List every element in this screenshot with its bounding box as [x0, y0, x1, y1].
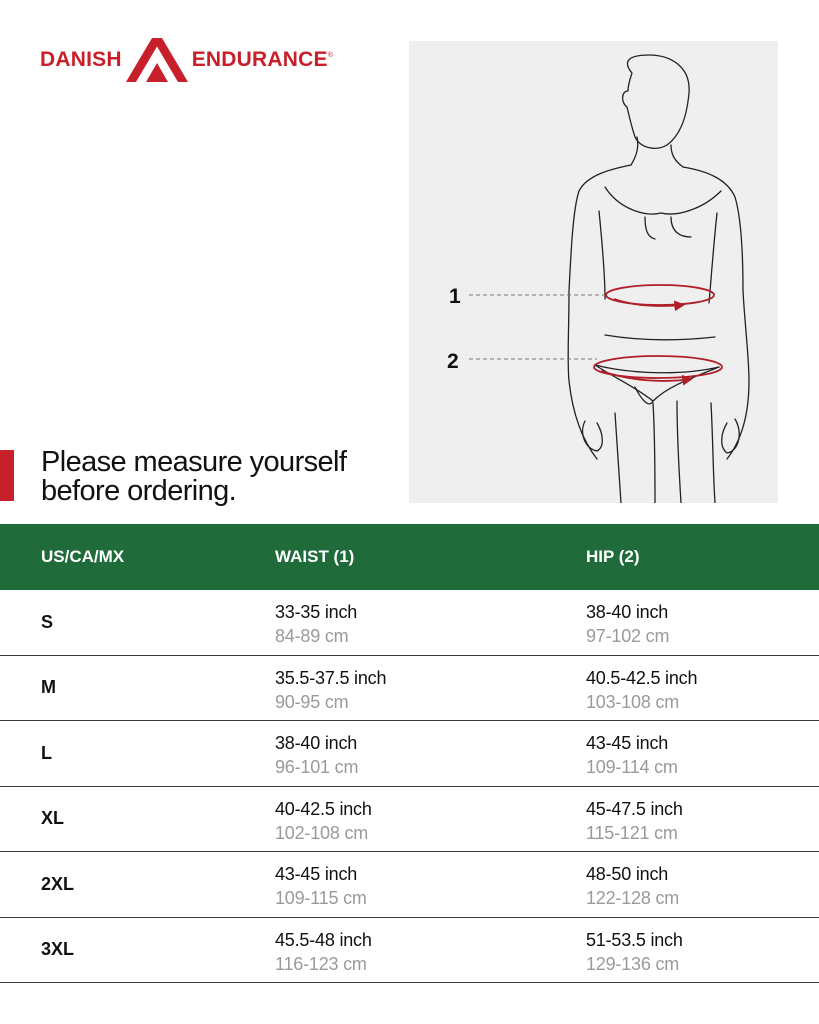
waist-cell [275, 666, 386, 714]
hip-cm: 103-108 cm [586, 691, 680, 712]
hip-inch: 48-50 inch [586, 864, 669, 884]
waist-inch: 35.5-37.5 inch [275, 667, 387, 688]
header-size-label: US/CA/MX [41, 547, 125, 566]
page-headline: Please measure yourself before ordering. [41, 446, 347, 507]
marker-1-label: 1 [449, 285, 461, 308]
waist-inch: 40-42.5 inch [275, 798, 372, 819]
size-label: 2XL [41, 873, 75, 894]
waist-inch: 33-35 inch [275, 602, 358, 622]
waist-inch: 38-40 inch [275, 733, 358, 753]
table-row [0, 918, 819, 984]
waist-cell [275, 928, 372, 976]
hip-inch: 51-53.5 inch [586, 929, 683, 950]
waist-cm: 116-123 cm [275, 953, 367, 974]
header-hip-label: HIP (2) [586, 547, 640, 566]
hip-cell [586, 797, 683, 845]
table-row [0, 787, 819, 853]
waist-inch: 43-45 inch [275, 864, 358, 884]
table-row [0, 656, 819, 722]
hip-cell [586, 666, 697, 714]
accent-bar [0, 450, 14, 501]
hip-cell [586, 862, 679, 910]
hip-cm: 97-102 cm [586, 626, 670, 646]
header-waist-label: WAIST (1) [275, 547, 355, 566]
table-row [0, 852, 819, 918]
mountain-logo-icon [126, 38, 188, 82]
size-label: XL [41, 808, 65, 829]
hip-cm: 129-136 cm [586, 953, 680, 974]
waist-cell [275, 731, 358, 779]
hip-cell [586, 731, 678, 779]
hip-inch: 40.5-42.5 inch [586, 667, 698, 688]
waist-cm: 109-115 cm [275, 888, 367, 908]
size-label: 3XL [41, 939, 75, 960]
table-header [0, 524, 819, 590]
size-chart-table [0, 524, 819, 983]
registered-mark: ® [327, 52, 333, 59]
waist-cell [275, 600, 357, 648]
waist-cm: 96-101 cm [275, 757, 359, 777]
hip-inch: 38-40 inch [586, 602, 669, 622]
hip-cm: 115-121 cm [586, 822, 678, 843]
hip-cm: 122-128 cm [586, 888, 680, 908]
size-label: L [41, 742, 52, 763]
brand-logo [40, 38, 333, 82]
waist-cell [275, 797, 372, 845]
size-label: M [41, 677, 56, 698]
body-measurement-illustration [409, 41, 778, 503]
hip-inch: 43-45 inch [586, 733, 669, 753]
waist-cm: 84-89 cm [275, 626, 349, 646]
waist-cm: 90-95 cm [275, 691, 349, 712]
brand-right-word: ENDURANCE [191, 48, 328, 71]
marker-2-label: 2 [447, 350, 459, 373]
brand-left-word: DANISH [40, 48, 122, 71]
waist-cell [275, 862, 367, 910]
hip-cell [586, 928, 683, 976]
hip-cell [586, 600, 669, 648]
hip-inch: 45-47.5 inch [586, 798, 683, 819]
waist-cm: 102-108 cm [275, 822, 369, 843]
table-row [0, 590, 819, 656]
male-figure-drawing [409, 41, 778, 503]
table-row [0, 721, 819, 787]
size-label: S [41, 611, 54, 632]
hip-cm: 109-114 cm [586, 757, 678, 777]
waist-inch: 45.5-48 inch [275, 929, 372, 950]
